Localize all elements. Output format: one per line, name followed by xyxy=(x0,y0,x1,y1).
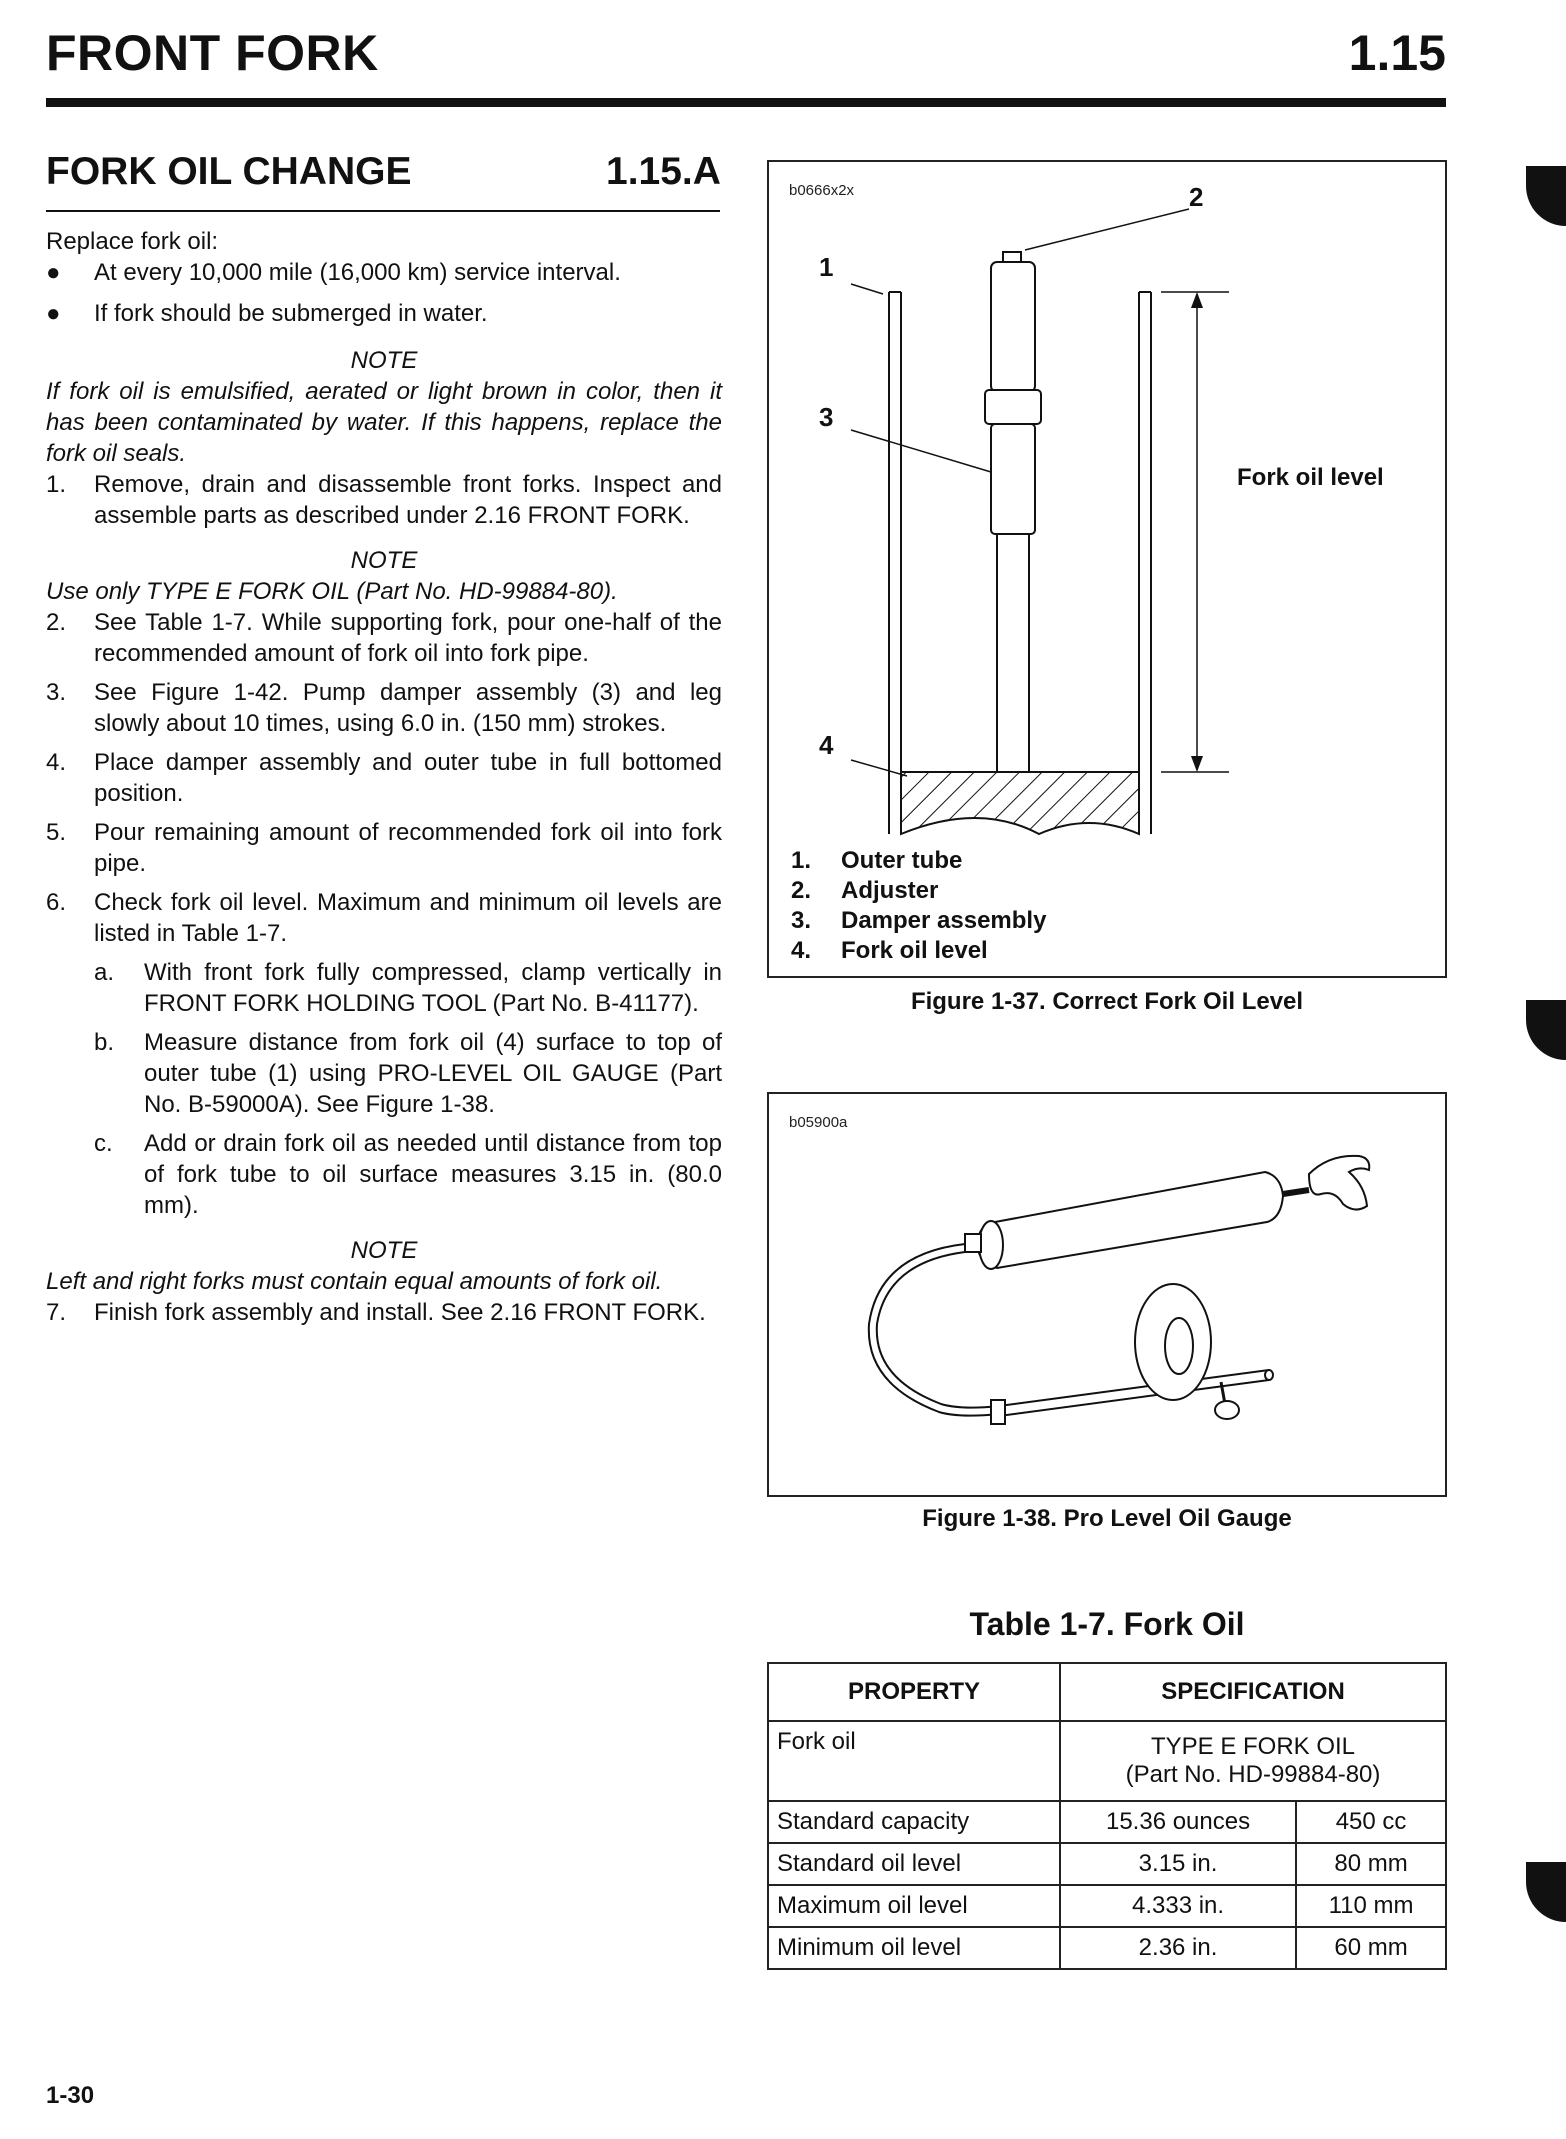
page-header-section-number: 1.15 xyxy=(1348,25,1446,81)
table-header-row xyxy=(768,1663,1446,1721)
fork-oil-hatch xyxy=(901,772,1139,834)
step-number: 6. xyxy=(46,889,67,916)
table-cell-property: Maximum oil level xyxy=(768,1885,1060,1927)
substep-letter: b. xyxy=(94,1029,115,1056)
section-number: 1.15.A xyxy=(606,150,721,193)
callout-2: 2 xyxy=(1189,182,1204,212)
table-cell-property: Fork oil xyxy=(768,1721,1060,1801)
legend-item: 4. Fork oil level xyxy=(791,937,988,964)
figure-code: b05900a xyxy=(789,1114,848,1131)
substep-letter: c. xyxy=(94,1130,113,1157)
table-cell-metric: 60 mm xyxy=(1296,1927,1446,1969)
leader-line-4 xyxy=(851,760,907,776)
step-item xyxy=(46,607,722,669)
gauge-rod-icon xyxy=(991,1284,1273,1424)
spec-line: (Part No. HD-99884-80) xyxy=(1125,1761,1381,1788)
step-item xyxy=(46,747,722,809)
bullet-icon: ● xyxy=(46,259,61,286)
substep-text: With front fork fully compressed, clamp vertically in FRONT FORK HOLDING TOOL (Part No. B-41177). xyxy=(144,959,722,1017)
fork-oil-level-dimension xyxy=(1161,292,1229,772)
step-text: Pour remaining amount of recommended fork oil into fork pipe. xyxy=(94,819,722,877)
note-heading: NOTE xyxy=(350,347,418,374)
step-text: Finish fork assembly and install. See 2.16 FRONT FORK. xyxy=(94,1299,706,1326)
step-item xyxy=(46,469,722,531)
callout-4: 4 xyxy=(819,730,834,760)
figure-code: b0666x2x xyxy=(789,182,855,199)
step-text: Check fork oil level. Maximum and minimum oil levels are listed in Table 1-7. xyxy=(94,889,722,947)
table-cell-spec xyxy=(1060,1721,1446,1801)
table-cell-imperial: 2.36 in. xyxy=(1060,1927,1296,1969)
substep-text: Add or drain fork oil as needed until distance from top of fork tube to oil surface measures 3.15 in. (80.0 mm). xyxy=(144,1130,722,1219)
fork-diagram xyxy=(769,162,1445,842)
substep-text: Measure distance from fork oil (4) surface to top of outer tube (1) using PRO-LEVEL OIL GAUGE (Part No. B-59000A). See Figure 1-38. xyxy=(144,1029,722,1118)
spec-line: TYPE E FORK OIL xyxy=(1150,1733,1356,1760)
table-cell-imperial: 4.333 in. xyxy=(1060,1885,1296,1927)
legend-item: 2. Adjuster xyxy=(791,877,939,904)
step-number: 3. xyxy=(46,679,67,706)
step-text: See Figure 1-42. Pump damper assembly (3) and leg slowly about 10 times, using 6.0 in. (150 mm) strokes. xyxy=(94,679,722,737)
step-number: 2. xyxy=(46,609,67,636)
legend-item: 1. Outer tube xyxy=(791,847,963,874)
leader-line-2 xyxy=(1025,209,1189,250)
table-row xyxy=(768,1927,1446,1969)
step-text: Remove, drain and disassemble front forks. Inspect and assemble parts as described under 2.16 FRONT FORK. xyxy=(94,471,722,529)
bullet-item xyxy=(46,257,722,288)
table-row xyxy=(768,1801,1446,1843)
note-heading: NOTE xyxy=(350,547,418,574)
callout-1: 1 xyxy=(819,252,834,282)
step-number: 5. xyxy=(46,819,67,846)
figure-legend xyxy=(791,846,1046,966)
legend-item: 3. Damper assembly xyxy=(791,907,1047,934)
step-text: Place damper assembly and outer tube in full bottomed position. xyxy=(94,749,722,807)
header-rule xyxy=(46,98,1446,107)
table-header: SPECIFICATION xyxy=(1060,1663,1446,1721)
table-cell-property: Standard capacity xyxy=(768,1801,1060,1843)
table-cell-metric: 80 mm xyxy=(1296,1843,1446,1885)
figure-fork-oil-level xyxy=(767,160,1447,978)
step-item xyxy=(46,887,722,949)
note-text: Use only TYPE E FORK OIL (Part No. HD-99884-80). xyxy=(46,578,618,605)
table-row xyxy=(768,1843,1446,1885)
figure-oil-gauge xyxy=(767,1092,1447,1497)
callout-3: 3 xyxy=(819,402,834,432)
table-cell-property: Minimum oil level xyxy=(768,1927,1060,1969)
fork-oil-level-label: Fork oil level xyxy=(1237,464,1384,491)
page-number: 1-30 xyxy=(46,2082,95,2109)
bullet-icon: ● xyxy=(46,300,61,327)
binder-hole-mark xyxy=(1526,1862,1566,1922)
table-cell-metric: 450 cc xyxy=(1296,1801,1446,1843)
note-heading: NOTE xyxy=(350,1237,418,1264)
step-number: 4. xyxy=(46,749,67,776)
table-cell-metric: 110 mm xyxy=(1296,1885,1446,1927)
table-cell-property: Standard oil level xyxy=(768,1843,1060,1885)
table-row xyxy=(768,1885,1446,1927)
figure-caption: Figure 1-37. Correct Fork Oil Level xyxy=(910,988,1304,1015)
table-cell-imperial: 3.15 in. xyxy=(1060,1843,1296,1885)
substep-item xyxy=(46,1128,722,1221)
fork-oil-table xyxy=(767,1662,1447,1970)
syringe-icon xyxy=(965,1156,1369,1269)
table-header: PROPERTY xyxy=(768,1663,1060,1721)
page-header-title: FRONT FORK xyxy=(46,25,379,81)
bullet-text: At every 10,000 mile (16,000 km) service interval. xyxy=(94,259,621,286)
table-cell-imperial: 15.36 ounces xyxy=(1060,1801,1296,1843)
leader-line-3 xyxy=(851,430,991,472)
substep-item xyxy=(46,957,722,1019)
note-text: Left and right forks must contain equal amounts of fork oil. xyxy=(46,1268,663,1295)
section-rule xyxy=(46,210,720,212)
substep-letter: a. xyxy=(94,959,115,986)
binder-hole-mark xyxy=(1526,166,1566,226)
table-row xyxy=(768,1721,1446,1801)
damper-assembly xyxy=(985,252,1041,772)
oil-gauge-drawing xyxy=(769,1094,1445,1495)
bullet-text: If fork should be submerged in water. xyxy=(94,300,488,327)
bullet-item xyxy=(46,298,722,329)
figure-caption: Figure 1-38. Pro Level Oil Gauge xyxy=(922,1505,1292,1532)
section-title: FORK OIL CHANGE xyxy=(46,150,412,193)
table-title: Table 1-7. Fork Oil xyxy=(969,1606,1245,1642)
leader-line-1 xyxy=(851,284,883,294)
procedure-text xyxy=(46,226,722,1336)
step-text: See Table 1-7. While supporting fork, pour one-half of the recommended amount of fork oil into fork pipe. xyxy=(94,609,722,667)
step-item xyxy=(46,677,722,739)
binder-hole-mark xyxy=(1526,1000,1566,1060)
intro-text: Replace fork oil: xyxy=(46,228,219,255)
step-item xyxy=(46,817,722,879)
step-number: 7. xyxy=(46,1299,67,1326)
note-text: If fork oil is emulsified, aerated or light brown in color, then it has been contaminated by water. If this happens, replace the fork oil seals. xyxy=(46,378,722,467)
substep-item xyxy=(46,1027,722,1120)
step-number: 1. xyxy=(46,471,67,498)
step-item xyxy=(46,1297,722,1328)
